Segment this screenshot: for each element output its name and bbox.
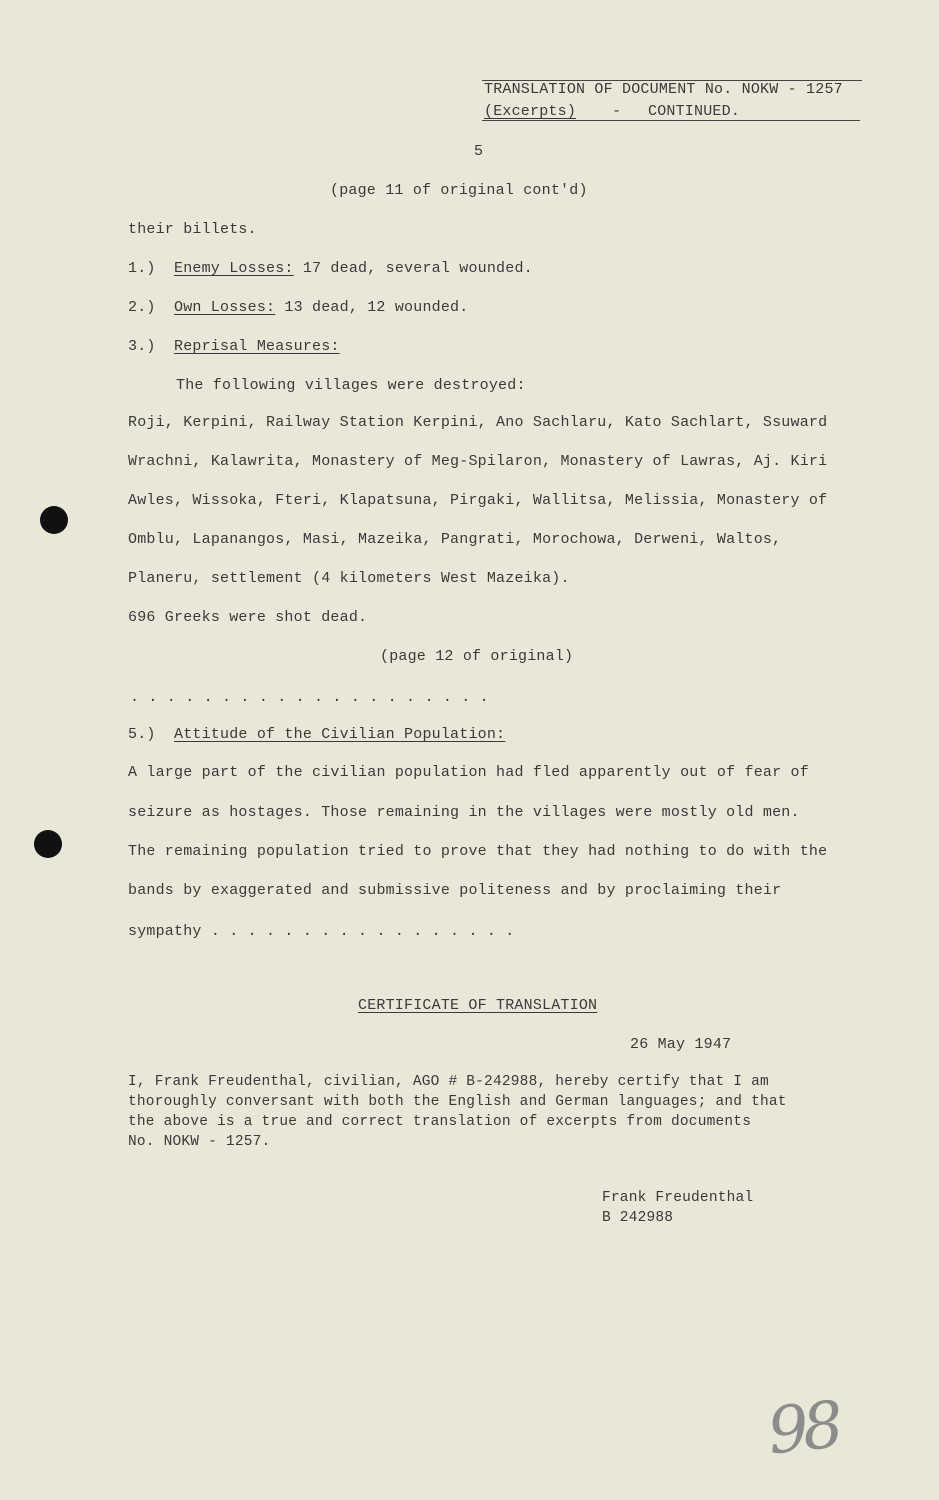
- page-12-note: (page 12 of original): [380, 648, 574, 665]
- item-1-number: 1.): [128, 260, 156, 277]
- own-losses-text: 13 dead, 12 wounded.: [275, 299, 469, 316]
- header-bottom-rule: [482, 120, 860, 121]
- header-continued-label: CONTINUED.: [648, 103, 741, 120]
- villages-line: Planeru, settlement (4 kilometers West Mazeika).: [128, 570, 570, 587]
- reprisal-measures-label: Reprisal Measures:: [174, 338, 340, 355]
- item-3-number: 3.): [128, 338, 156, 355]
- item-1-line: [174, 260, 533, 277]
- villages-line: Omblu, Lapanangos, Masi, Mazeika, Pangrati, Morochowa, Derweni, Waltos,: [128, 531, 782, 548]
- attitude-line: A large part of the civilian population had fled apparently out of fear of: [128, 764, 809, 781]
- page-number: 5: [474, 143, 484, 160]
- certificate-line: thoroughly conversant with both the English and German languages; and that: [128, 1094, 787, 1110]
- attitude-line: sympathy . . . . . . . . . . . . . . . . .: [128, 923, 515, 940]
- certificate-line: the above is a true and correct translation of excerpts from documents: [128, 1114, 752, 1130]
- civilian-attitude-label: Attitude of the Civilian Population:: [174, 726, 506, 743]
- enemy-losses-label: Enemy Losses:: [174, 260, 294, 277]
- own-losses-label: Own Losses:: [174, 299, 276, 316]
- certificate-date: 26 May 1947: [630, 1036, 732, 1053]
- greeks-shot-line: 696 Greeks were shot dead.: [128, 609, 368, 626]
- header-title-line: TRANSLATION OF DOCUMENT No. NOKW - 1257: [484, 81, 843, 98]
- certificate-line: No. NOKW - 1257.: [128, 1134, 271, 1150]
- header-dash: -: [612, 103, 622, 120]
- attitude-line: The remaining population tried to prove that they had nothing to do with the: [128, 843, 828, 860]
- attitude-line: seizure as hostages. Those remaining in the villages were mostly old men.: [128, 804, 800, 821]
- punch-hole: [34, 830, 62, 858]
- header-excerpts-label: (Excerpts): [484, 103, 577, 120]
- signature-name: Frank Freudenthal: [602, 1190, 754, 1206]
- villages-line: Roji, Kerpini, Railway Station Kerpini, Ano Sachlaru, Kato Sachlart, Ssuward: [128, 414, 828, 431]
- item-2-line: [174, 299, 468, 316]
- punch-hole: [40, 506, 68, 534]
- villages-intro: The following villages were destroyed:: [176, 377, 526, 394]
- enemy-losses-text: 17 dead, several wounded.: [293, 260, 533, 277]
- villages-line: Wrachni, Kalawrita, Monastery of Meg-Spilaron, Monastery of Lawras, Aj. Kiri: [128, 453, 828, 470]
- handwritten-page-number: 98: [764, 1388, 842, 1470]
- villages-line: Awles, Wissoka, Fteri, Klapatsuna, Pirgaki, Wallitsa, Melissia, Monastery of: [128, 492, 828, 509]
- billets-line: their billets.: [128, 221, 257, 238]
- certificate-title: CERTIFICATE OF TRANSLATION: [358, 997, 598, 1014]
- item-2-number: 2.): [128, 299, 156, 316]
- signature-id: B 242988: [602, 1210, 674, 1226]
- attitude-line: bands by exaggerated and submissive politeness and by proclaiming their: [128, 882, 782, 899]
- page-11-note: (page 11 of original cont'd): [330, 182, 588, 199]
- omission-dots: . . . . . . . . . . . . . . . . . . . .: [130, 689, 489, 706]
- item-5-number: 5.): [128, 726, 156, 743]
- certificate-line: I, Frank Freudenthal, civilian, AGO # B-242988, hereby certify that I am: [128, 1074, 769, 1090]
